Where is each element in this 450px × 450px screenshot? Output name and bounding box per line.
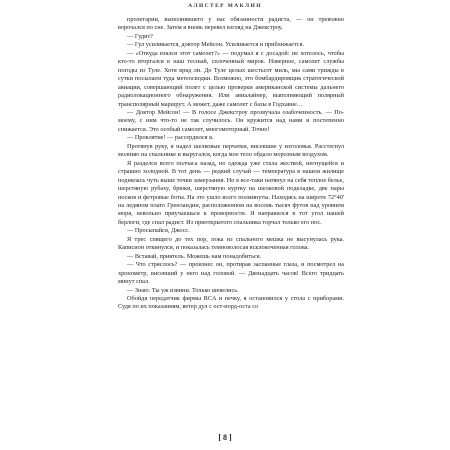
paragraph: — Доктор Мейсон! — В голосе Джекстроу прозвучала озабоченность. — По-моему, с ним что-то не так случилось. Он кружится над нами и постепенно снижается. Это особый самолет, многомоторный. Точно! [118,108,344,133]
paragraph: — Гудит? [127,32,153,40]
paragraph: — Что стряслось? — произнес он, протирая заспанные глаза, и посмотрел на хронометр, висевший у него над головой. — Двенадцать часов! Всего тридцать минут спал. [118,261,344,286]
page-number: [ 8 ] [218,433,232,442]
paragraph: — «Откуда взялся этот самолет?» — подумал я с досадой: не хотелось, чтобы кто-то вторгался в наш тесный, сплоченный мирок. Наверное, самолет службы погоды из Туле. Хотя вряд ли. До Туле целых шестьсот миль, мы сами трижды в сутки посылаем туда метеосводки. Возможно, это бомбардировщик стратегической авиации, совершающий полет с целью проверки американской системы дальнего радиолокационного обнаружения. Или авиалайнер, выполняющий полярный трансполярный маршрут. А может, даже самолет с базы в Годхавне… [118,49,344,108]
paragraph: Протянув руку, я надел шелковые перчатки, висевшие у изголовья. Расстегнул молнию на спальнике и выругался, когда мое тело обдало морозным воздухом. [118,142,344,159]
paragraph: Я разделся всего полчаса назад, но одежда уже стала жесткой, негнущейся и страшно холодной. В тот день — редкий случай — температура в нашем жилище поднялась чуть выше точки замерзания. Но я все-таки натянул на себя теплое белье, шерстяную рубаху, брюки, шерстяную куртку на шелковой подкладке, две пары носков и фетровые боты. На это ушло всего полминуты. Находясь на широте 72°40' на ледяном плато Гренландии, расположенном на восемь тысяч футов над уровнем моря, невольно приучаешься к проворности. Я направился в тот угол нашей берлоги, где спал радист. Из приоткрытого спальника торчал только его нос. [118,159,344,226]
running-header: АЛИСТЕР МАКЛИН [188,3,262,9]
paragraph: — Вставай, приятель. Можешь нам понадобиться. [127,252,262,260]
paragraph: — Проклятие! — расcердился я. [127,134,214,142]
page-body [118,16,344,312]
paragraph: — Просыпайся, Джосс. [127,227,190,235]
paragraph: Я трес спящего до тех пор, пока из спального мешка не высунулась рука. Каписион откинулся, и показалась темноволосая всклокоченная голова. [118,235,344,252]
paragraph: Обойдя передатчик фирмы RCA и печку, я остановился у стола с приборами. Судя по их показаниям, ветер дул с ост-норд-оста со [118,294,344,311]
paragraph: — Знаю. Ты уж извини. Только шевелись. [127,286,239,294]
paragraph: — Гул усиливается, доктор Мейсон. Усиливается и приближается. [127,41,304,49]
paragraph: пролетарии, выполнявшего у нас обязанности радиста, — он тревожно ворочался по сне. Затем я вновь перевел взгляд на Джекстроу. [118,16,344,32]
